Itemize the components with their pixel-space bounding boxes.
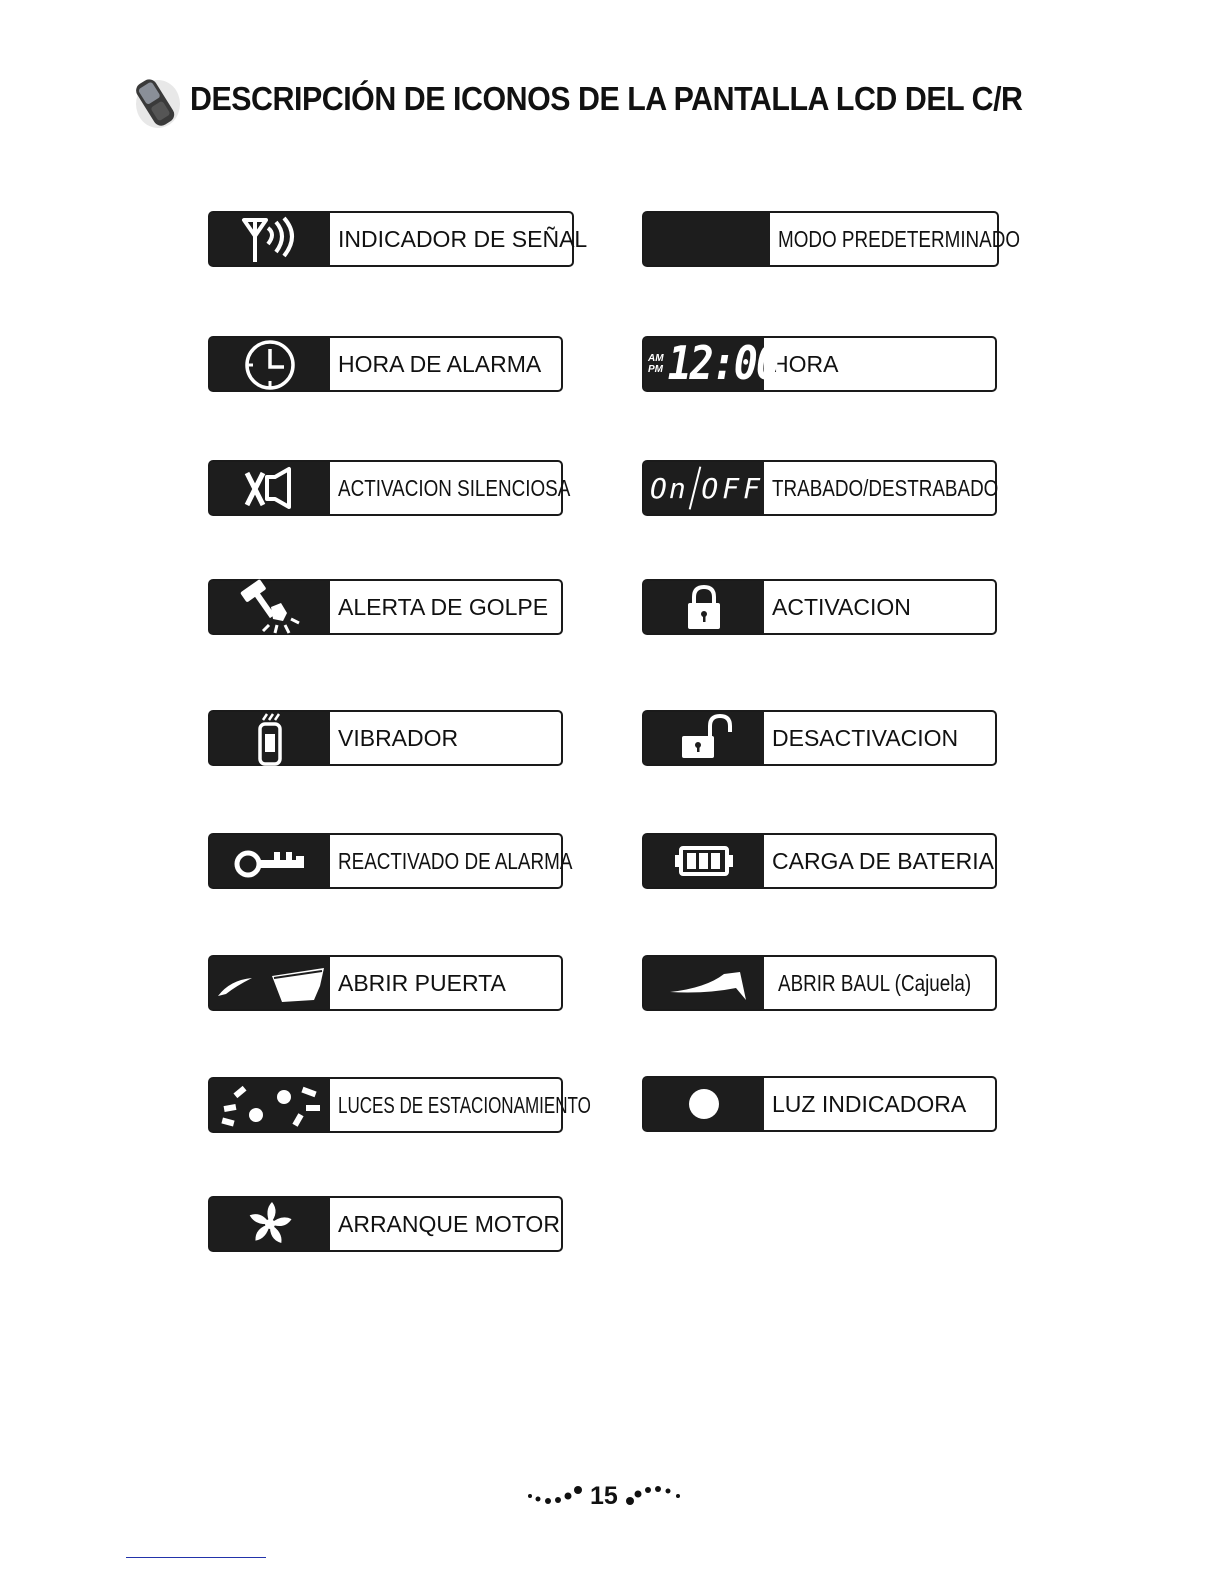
on-off-icon (644, 462, 764, 514)
muted-speaker-icon (210, 462, 330, 514)
legend-item-time (642, 336, 997, 392)
legend-label: MODO PREDETERMINADO (778, 225, 1021, 252)
legend-item-silent-arm (208, 460, 571, 516)
legend-label: DESACTIVACION (772, 724, 959, 751)
locked-padlock-icon (644, 581, 764, 633)
legend-label: ACTIVACION SILENCIOSA (338, 474, 571, 501)
legend-label: ARRANQUE MOTOR (338, 1210, 560, 1237)
lcd-time-display: 12:00 (667, 337, 778, 391)
open-trunk-icon (644, 957, 764, 1009)
hammer-impact-icon (210, 581, 330, 633)
off-text: OFF (701, 471, 764, 505)
legend-item-alarm-time (208, 336, 563, 392)
battery-icon (644, 835, 764, 887)
legend-label: HORA (772, 350, 839, 377)
pm-indicator: PM (648, 364, 663, 375)
legend-label: CARGA DE BATERIA (772, 847, 994, 874)
slash-divider (688, 466, 700, 509)
legend-label: ACTIVACION (772, 593, 911, 620)
lcd-clock-icon (644, 337, 778, 391)
legend-item-lock-unlock (642, 460, 997, 516)
legend-label: INDICADOR DE SEÑAL (338, 225, 588, 252)
am-indicator: AM (648, 353, 664, 364)
legend-item-vibrator (208, 710, 563, 766)
legend-item-open-door (208, 955, 563, 1011)
legend-label: HORA DE ALARMA (338, 350, 542, 377)
legend-item-open-trunk (642, 955, 997, 1011)
legend-item-parking-lights (208, 1077, 591, 1133)
key-icon (210, 835, 330, 887)
legend-label: ABRIR PUERTA (338, 969, 506, 996)
legend-label: LUCES DE ESTACIONAMIENTO (338, 1091, 591, 1118)
legend-label: TRABADO/DESTRABADO (772, 474, 999, 501)
legend-label: ABRIR BAUL (Cajuela) (778, 969, 972, 996)
legend-item-signal (208, 211, 588, 267)
legend-label: VIBRADOR (338, 724, 459, 751)
legend-item-arm (642, 579, 997, 635)
page-number: 15 (590, 1482, 618, 1510)
page-number-block (520, 1478, 690, 1514)
legend-item-shock-alert (208, 579, 563, 635)
vibrating-remote-icon (210, 712, 330, 764)
on-text: On (650, 471, 688, 505)
legend-item-indicator-light (642, 1076, 997, 1132)
legend-item-engine-start (208, 1196, 563, 1252)
clock-icon (210, 338, 330, 390)
legend-label: LUZ INDICADORA (772, 1090, 967, 1117)
legend-item-rearm (208, 833, 573, 889)
legend-label: REACTIVADO DE ALARMA (338, 847, 573, 874)
parking-lights-icon (210, 1079, 330, 1131)
legend-item-default-mode (642, 211, 1021, 267)
unlocked-padlock-icon (644, 712, 764, 764)
indicator-light-icon (644, 1078, 764, 1130)
footer-rule (126, 1557, 266, 1558)
legend-item-battery (642, 833, 997, 889)
page-title: DESCRIPCIÓN DE ICONOS DE LA PANTALLA LCD DEL C/R (190, 80, 1023, 117)
open-door-icon (210, 957, 330, 1009)
engine-fan-icon (210, 1198, 330, 1250)
blank-icon (644, 213, 770, 265)
legend-item-disarm (642, 710, 997, 766)
signal-antenna-icon (210, 213, 330, 265)
legend-label: ALERTA DE GOLPE (338, 593, 549, 620)
remote-control-icon (130, 72, 182, 132)
